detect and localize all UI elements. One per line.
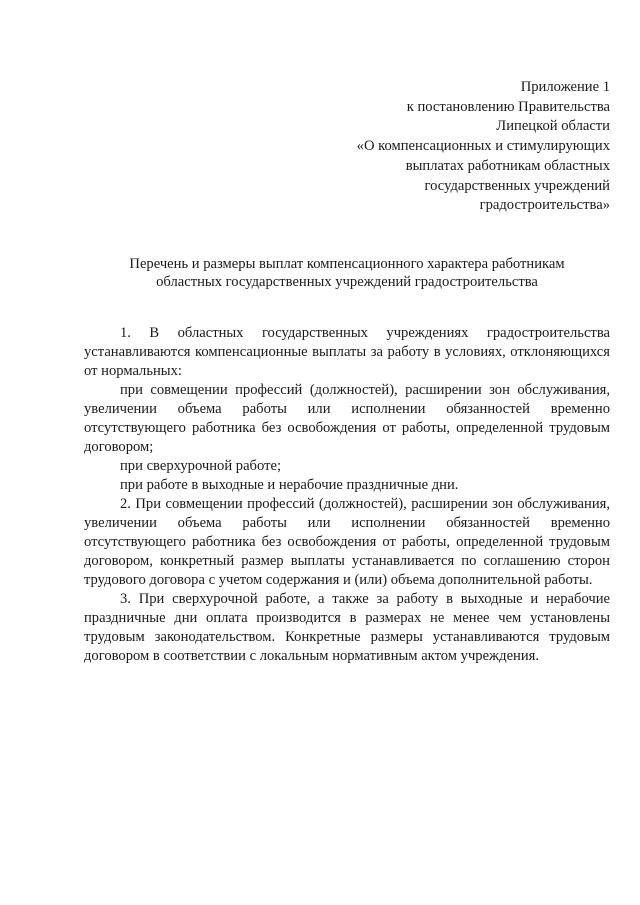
title-line: областных государственных учреждений градостроительства xyxy=(156,274,538,291)
document-title xyxy=(84,255,610,292)
appendix-line: Приложение 1 xyxy=(520,79,610,95)
title-line: Перечень и размеры выплат компенсационного характера работникам xyxy=(129,255,565,272)
paragraph-overtime: при сверхурочной работе; xyxy=(120,457,281,474)
paragraph-holidays: при работе в выходные и нерабочие праздничные дни. xyxy=(120,476,459,493)
paragraph-item-2: 2. При совмещении профессий (должностей), расширении зон обслуживания, увеличении объема работы или исполнении обязанностей временно отсутствующего работника без освобождения от работы, определенной трудовым договором, конкретный размер выплаты устанавливается по соглашению сторон трудового договора с учетом содержания и (или) объема дополнительной работы. xyxy=(84,495,610,588)
appendix-line: государственных учреждений xyxy=(424,177,610,194)
appendix-line: «О компенсационных и стимулирующих xyxy=(356,138,610,155)
paragraph-item-3: 3. При сверхурочной работе, а также за работу в выходные и нерабочие праздничные дни оплата производится в размерах не менее чем установлены трудовым законодательством. Конкретные размеры устанавливаются трудовым договором в соответствии с локальным нормативным актом учреждения. xyxy=(84,590,610,664)
appendix-line: градостроительства» xyxy=(479,197,610,214)
document-page xyxy=(84,78,610,666)
appendix-line: Липецкой области xyxy=(496,118,610,135)
paragraph-item-1: 1. В областных государственных учреждениях градостроительства устанавливаются компенсационные выплаты за работу в условиях, отклоняющихся от нормальных: xyxy=(84,324,610,379)
appendix-line: к постановлению Правительства xyxy=(406,98,610,115)
appendix-line: выплатах работникам областных xyxy=(405,157,610,174)
paragraph-combining-professions: при совмещении профессий (должностей), расширении зон обслуживания, увеличении объема работы или исполнении обязанностей временно отсутствующего работника без освобождения от работы, определенной трудовым договором; xyxy=(84,381,610,455)
document-body xyxy=(84,324,610,666)
appendix-header xyxy=(84,78,610,216)
